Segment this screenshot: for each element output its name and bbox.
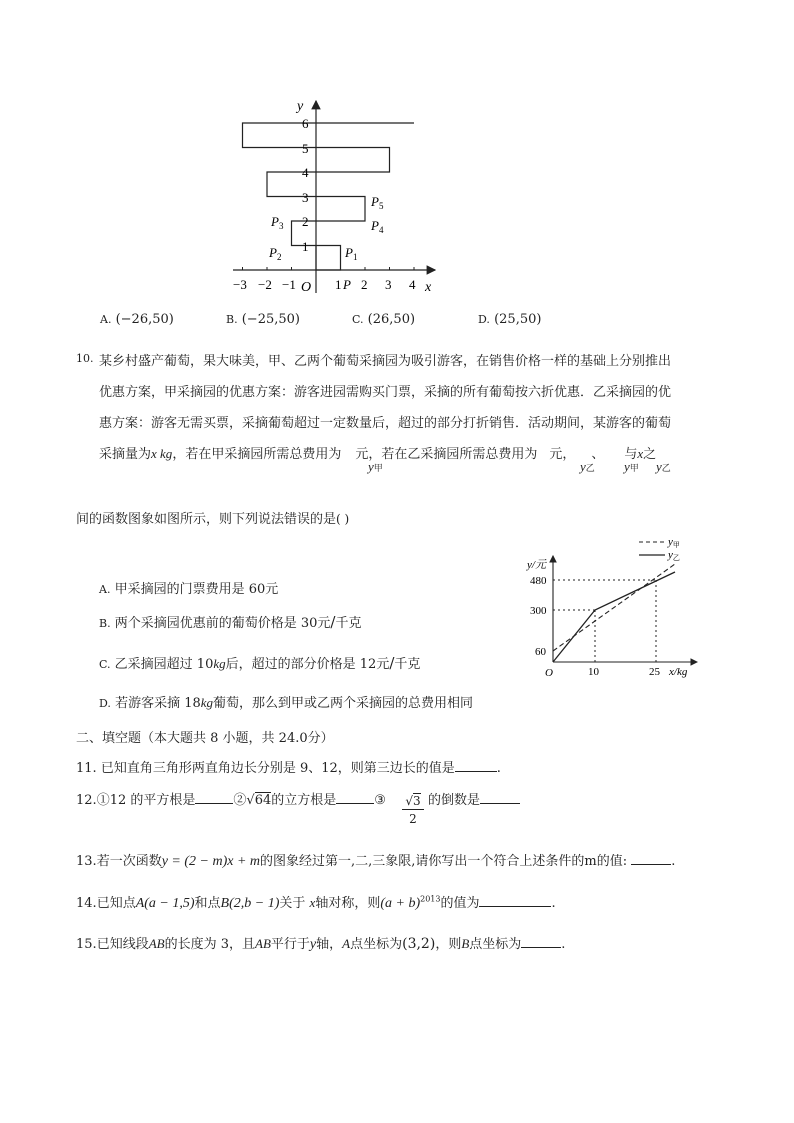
x-tick-label: 2 xyxy=(361,277,368,292)
question-14: 14.已知点A(a − 1,5)和点B(2,b − 1)关于 x轴对称，则$(a + b)^{2013}$的值为 . xyxy=(76,894,556,911)
origin-label: O xyxy=(301,280,312,295)
point-p4-label: $P_4$ xyxy=(371,218,384,235)
q10-option-c: C. 乙采摘园超过 10kg后，超过的部分价格是 12元/千克 xyxy=(99,654,421,672)
q10-option-a: A. 甲采摘园的门票费用是 60元 xyxy=(99,582,279,597)
x-tick-label: −2 xyxy=(258,277,272,292)
question-number: 10. xyxy=(76,352,94,365)
x-tick-label: 3 xyxy=(385,277,392,292)
y-yi-line xyxy=(553,572,675,662)
y-tick-label: 300 xyxy=(530,605,547,617)
x-axis-label: x xyxy=(425,280,432,295)
question-13: 13.若一次函数y = (2 − m)x + m的图象经过第一,二,三象限,请你写出一个符合上述条件的m的值: . xyxy=(76,854,676,869)
x-tick-label: −1 xyxy=(282,277,296,292)
answer-blank[interactable] xyxy=(480,791,520,804)
point-p2-label: $P_2$ xyxy=(269,245,282,262)
answer-blank[interactable] xyxy=(479,894,551,907)
legend-yi-label: y乙 xyxy=(668,549,680,562)
answer-blank[interactable] xyxy=(455,759,497,772)
y-axis-label: y/元 xyxy=(527,559,546,571)
answer-blank[interactable] xyxy=(336,791,374,804)
question-12: 12.①12 的平方根是 ②√64的立方根是 ③ xyxy=(76,793,386,808)
y-axis-label: y xyxy=(297,99,304,114)
fraction-sqrt3-over-2: √3 2 xyxy=(402,794,424,826)
y-tick-label: 5 xyxy=(302,141,309,156)
question-12-end: 的倒数是 xyxy=(428,789,520,808)
x-axis-label: x/kg xyxy=(669,666,688,678)
legend-jia-label: y甲 xyxy=(668,536,680,549)
y-tick-label: 480 xyxy=(530,575,547,587)
option-d: D. (25,50) xyxy=(478,312,542,327)
y-tick-label: 6 xyxy=(302,116,309,131)
q10-line: 惠方案：游客无需买票，采摘葡萄超过一定数量后，超过的部分打折销售．活动期间，某游客的葡萄 xyxy=(99,416,672,431)
option-b: B. (−25,50) xyxy=(226,312,300,327)
y-yi-symbol: y乙 xyxy=(656,459,671,474)
y-tick-label: 3 xyxy=(302,190,309,205)
answer-blank[interactable] xyxy=(195,791,233,804)
point-p5-label: $P_5$ xyxy=(371,194,384,211)
y-jia-line xyxy=(553,564,675,651)
q10-option-d: D. 若游客采摘 18kg葡萄，那么到甲或乙两个采摘园的总费用相同 xyxy=(99,695,474,711)
section-heading: 二、填空题（本大题共 8 小题，共 24.0分） xyxy=(76,731,334,746)
question-11: 11. 已知直角三角形两直角边长分别是 9、12，则第三边长的值是 . xyxy=(76,761,501,776)
q9-options xyxy=(100,312,580,332)
y-jia-symbol: y甲 xyxy=(368,459,383,474)
answer-blank[interactable] xyxy=(631,852,671,865)
q10-line: 某乡村盛产葡萄，果大味美，甲、乙两个葡萄采摘园为吸引游客，在销售价格一样的基础上分别推出 xyxy=(99,354,672,369)
cost-function-graph xyxy=(525,534,700,682)
spiral-coordinate-figure xyxy=(225,95,445,300)
y-tick-label: 1 xyxy=(302,239,309,254)
x-tick-label: −3 xyxy=(233,277,247,292)
point-p1-label: $P_1$ xyxy=(345,245,358,262)
option-c: C. (26,50) xyxy=(352,312,416,327)
x-tick-label: 1 xyxy=(335,277,342,292)
y-jia-symbol: y甲 xyxy=(624,459,639,474)
point-p3-label: $P_3$ xyxy=(271,214,284,231)
q10-line: 间的函数图象如图所示，则下列说法错误的是( ) xyxy=(76,512,350,527)
y-tick-label: 4 xyxy=(302,165,309,180)
x-tick-label: 25 xyxy=(649,666,660,678)
question-15: 15.已知线段AB的长度为 3，且AB平行于y轴，A点坐标为(3,2)，则B点坐标为 . xyxy=(76,936,566,952)
q10-line: 采摘量为x kg，若在甲采摘园所需总费用为 元，若在乙采摘园所需总费用为 元， 、 与x之 xyxy=(99,446,657,462)
y-tick-label: 60 xyxy=(535,646,546,658)
q10-option-b: B. 两个采摘园优惠前的葡萄价格是 30元/千克 xyxy=(99,613,362,631)
origin-label: O xyxy=(545,667,553,679)
x-tick-label: 10 xyxy=(588,666,599,678)
point-p-label: P xyxy=(343,277,351,292)
answer-blank[interactable] xyxy=(521,935,561,948)
x-tick-label: 4 xyxy=(409,277,416,292)
sqrt-symbol: √64 xyxy=(246,793,272,808)
option-a: A. (−26,50) xyxy=(100,312,174,327)
y-yi-symbol: y乙 xyxy=(580,459,595,474)
y-tick-label: 2 xyxy=(302,214,309,229)
q10-line: 优惠方案，甲采摘园的优惠方案：游客进园需购买门票，采摘的所有葡萄按六折优惠．乙采摘园的优 xyxy=(99,385,672,400)
